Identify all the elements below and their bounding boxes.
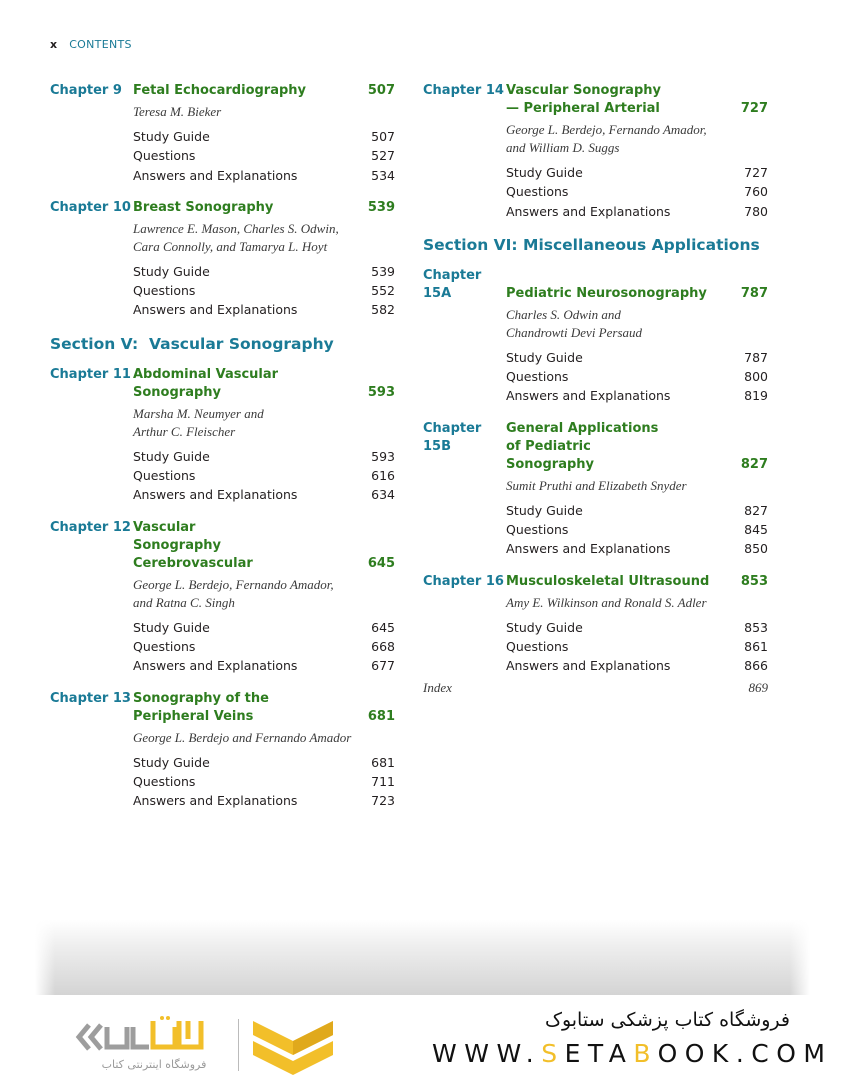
subsection-label: Answers and Explanations [506, 203, 671, 219]
subsection-label: Answers and Explanations [133, 167, 298, 183]
index-label: Index [423, 679, 452, 695]
chapter-label: Chapter 10 [50, 199, 131, 215]
subsection-label: Answers and Explanations [506, 658, 671, 674]
chapter-label: Chapter 12 [50, 519, 131, 535]
subsection-questions[interactable] [506, 182, 768, 201]
subsection-answers[interactable] [133, 791, 395, 810]
chapter-subsections [133, 447, 395, 505]
subsection-label: Study Guide [133, 754, 210, 770]
chapter-label: Chapter 11 [50, 366, 131, 382]
subsection-page: 780 [744, 203, 768, 219]
subsection-answers[interactable] [133, 300, 395, 319]
subsection-questions[interactable] [133, 281, 395, 300]
chapter-page: 593 [367, 384, 395, 400]
url-part: WWW. [432, 1039, 542, 1068]
toc-chapter-14[interactable] [423, 82, 768, 221]
chapter-page: 539 [367, 199, 395, 215]
logo-divider [238, 1019, 239, 1071]
subsection-label: Study Guide [506, 165, 583, 180]
subsection-label: Questions [133, 773, 196, 789]
chapter-label: Chapter 14 [423, 83, 504, 98]
section-heading-v: Section V: Vascular Sonography [50, 334, 334, 353]
subsection-label: Study Guide [506, 619, 583, 635]
toc-chapter-15b[interactable] [423, 420, 768, 559]
subsection-questions[interactable] [133, 637, 395, 656]
chapter-authors: George L. Berdejo, Fernando Amador, and William D. Suggs [506, 122, 707, 155]
chapter-label: Chapter 13 [50, 690, 131, 706]
chapter-authors: Amy E. Wilkinson and Ronald S. Adler [506, 594, 707, 610]
subsection-page: 668 [371, 638, 395, 654]
section-heading-vi: Section VI: Miscellaneous Applications [423, 235, 760, 254]
subsection-page: 760 [744, 184, 768, 200]
subsection-page: 861 [744, 638, 768, 654]
subsection-label: Answers and Explanations [133, 658, 298, 674]
chapter-authors: Teresa M. Bieker [133, 104, 222, 119]
chapter-subsections [133, 262, 395, 320]
subsection-answers[interactable] [133, 485, 395, 504]
toc-chapter-13[interactable] [50, 690, 395, 811]
subsection-page: 727 [744, 165, 768, 180]
chapter-page: 645 [367, 555, 395, 571]
index-page: 869 [748, 679, 768, 695]
subsection-label: Study Guide [133, 129, 210, 144]
subsection-label: Answers and Explanations [506, 388, 671, 404]
chapter-page: 681 [367, 708, 395, 724]
chapter-title[interactable]: Fetal Echocardiography [133, 83, 307, 98]
subsection-label: Study Guide [506, 502, 583, 518]
url-accent-letter: S [541, 1039, 565, 1068]
chapter-page: 827 [740, 456, 768, 472]
subsection-answers[interactable] [506, 386, 768, 405]
chapter-subsections [506, 501, 768, 559]
subsection-page: 534 [371, 167, 395, 183]
page-bottom-shadow [35, 920, 810, 995]
subsection-label: Answers and Explanations [133, 793, 298, 809]
store-url[interactable] [432, 1039, 832, 1068]
chapter-subsections [133, 127, 395, 185]
toc-chapter-16[interactable] [423, 573, 768, 676]
chapter-authors: George L. Berdejo and Fernando Amador [133, 729, 352, 745]
subsection-label: Answers and Explanations [506, 541, 671, 557]
chapter-authors: Lawrence E. Mason, Charles S. Odwin, Cara Connolly, and Tamarya L. Hoyt [133, 220, 339, 254]
subsection-page: 552 [371, 283, 395, 299]
toc-left-column [50, 82, 395, 824]
chapter-label: Chapter 15A [423, 267, 482, 301]
chapter-subsections [133, 618, 395, 676]
subsection-study-guide[interactable] [506, 163, 768, 182]
subsection-questions[interactable] [133, 146, 395, 165]
logo-subtitle: فروشگاه اینترنتی کتاب [101, 1058, 207, 1071]
url-accent-letter: B [633, 1039, 658, 1068]
chapter-title[interactable]: General Applications of Pediatric Sonography [506, 420, 659, 472]
subsection-label: Answers and Explanations [133, 487, 298, 503]
subsection-label: Questions [133, 283, 196, 299]
subsection-study-guide[interactable] [506, 348, 768, 367]
subsection-page: 634 [371, 487, 395, 503]
subsection-answers[interactable] [133, 656, 395, 675]
subsection-questions[interactable] [133, 466, 395, 485]
subsection-study-guide[interactable] [133, 753, 395, 772]
subsection-study-guide[interactable] [133, 447, 395, 466]
subsection-label: Study Guide [506, 349, 583, 365]
chapter-subsections [506, 163, 768, 221]
chapter-page: 727 [740, 101, 768, 116]
subsection-page: 616 [371, 468, 395, 484]
chapter-page: 853 [740, 573, 768, 589]
subsection-label: Questions [133, 148, 196, 164]
subsection-questions[interactable] [506, 637, 768, 656]
chapter-subsections [133, 753, 395, 811]
subsection-label: Questions [133, 468, 196, 484]
toc-chapter-10[interactable] [50, 199, 395, 320]
subsection-study-guide[interactable] [133, 618, 395, 637]
subsection-page: 845 [744, 522, 768, 538]
subsection-page: 539 [371, 263, 395, 279]
chapter-label: Chapter 9 [50, 83, 122, 98]
subsection-page: 850 [744, 541, 768, 557]
subsection-questions[interactable] [506, 367, 768, 386]
chapter-title[interactable]: Abdominal Vascular Sonography [133, 366, 279, 400]
subsection-study-guide[interactable] [506, 501, 768, 520]
toc-chapter-11[interactable] [50, 366, 395, 505]
store-name-persian: فروشگاه کتاب پزشکی ستابوک [544, 1009, 790, 1031]
toc-chapter-15a[interactable] [423, 267, 768, 406]
page-number: x [50, 38, 58, 51]
toc-right-column [423, 82, 768, 696]
chapter-title[interactable]: Musculoskeletal Ultrasound [506, 573, 710, 589]
toc-index[interactable] [423, 680, 768, 696]
subsection-page: 645 [371, 619, 395, 635]
subsection-page: 819 [744, 388, 768, 404]
watermark-footer [0, 995, 845, 1080]
subsection-page: 787 [744, 349, 768, 365]
subsection-label: Study Guide [133, 619, 210, 635]
subsection-study-guide[interactable] [133, 127, 395, 146]
chapter-label: Chapter 15B [423, 420, 482, 454]
chapter-title[interactable]: Vascular Sonography— Peripheral Arterial [506, 83, 661, 116]
subsection-page: 723 [371, 793, 395, 809]
subsection-page: 507 [371, 129, 395, 144]
subsection-label: Questions [506, 369, 569, 385]
subsection-answers[interactable] [506, 202, 768, 221]
setabook-logo [75, 1015, 335, 1075]
subsection-page: 711 [371, 773, 395, 789]
subsection-page: 582 [371, 302, 395, 318]
subsection-label: Answers and Explanations [133, 302, 298, 318]
subsection-questions[interactable] [506, 520, 768, 539]
chapter-authors: Marsha M. Neumyer and Arthur C. Fleischer [133, 405, 264, 439]
chapter-title[interactable]: Pediatric Neurosonography [506, 285, 707, 301]
subsection-label: Questions [133, 638, 196, 654]
subsection-label: Questions [506, 184, 569, 200]
chapter-page: 507 [367, 83, 395, 98]
subsection-page: 681 [371, 754, 395, 770]
subsection-answers[interactable] [506, 656, 768, 675]
chapter-subsections [506, 348, 768, 406]
chapter-title[interactable]: Sonography of the Peripheral Veins [133, 690, 269, 724]
chapter-title[interactable]: Breast Sonography [133, 199, 274, 215]
setabook-wordmark-icon [75, 1015, 225, 1059]
chapter-subsections [506, 618, 768, 676]
subsection-page: 527 [371, 148, 395, 164]
chapter-page: 787 [740, 285, 768, 301]
chapter-authors: Charles S. Odwin and Chandrowti Devi Persaud [506, 306, 643, 340]
subsection-answers[interactable] [133, 166, 395, 185]
running-head [50, 38, 132, 51]
url-part: OOK.COM [657, 1039, 833, 1068]
subsection-study-guide[interactable] [506, 618, 768, 637]
chapter-authors: George L. Berdejo, Fernando Amador, and Ratna C. Singh [133, 576, 334, 610]
url-part: ETA [564, 1039, 634, 1068]
subsection-label: Study Guide [133, 448, 210, 464]
toc-chapter-12[interactable] [50, 519, 395, 676]
chapter-title[interactable]: Vascular Sonography Cerebrovascular [133, 519, 253, 571]
chapter-authors: Sumit Pruthi and Elizabeth Snyder [506, 477, 687, 493]
setabook-chevron-icon [253, 1015, 333, 1077]
subsection-questions[interactable] [133, 772, 395, 791]
chapter-label: Chapter 16 [423, 573, 504, 589]
subsection-page: 866 [744, 658, 768, 674]
subsection-label: Study Guide [133, 263, 210, 279]
subsection-page: 593 [371, 448, 395, 464]
subsection-page: 677 [371, 658, 395, 674]
subsection-label: Questions [506, 638, 569, 654]
subsection-page: 827 [744, 502, 768, 518]
toc-chapter-9[interactable] [50, 82, 395, 185]
subsection-page: 800 [744, 369, 768, 385]
subsection-answers[interactable] [506, 539, 768, 558]
subsection-label: Questions [506, 522, 569, 538]
running-head-label: CONTENTS [69, 38, 132, 51]
subsection-study-guide[interactable] [133, 262, 395, 281]
subsection-page: 853 [744, 619, 768, 635]
